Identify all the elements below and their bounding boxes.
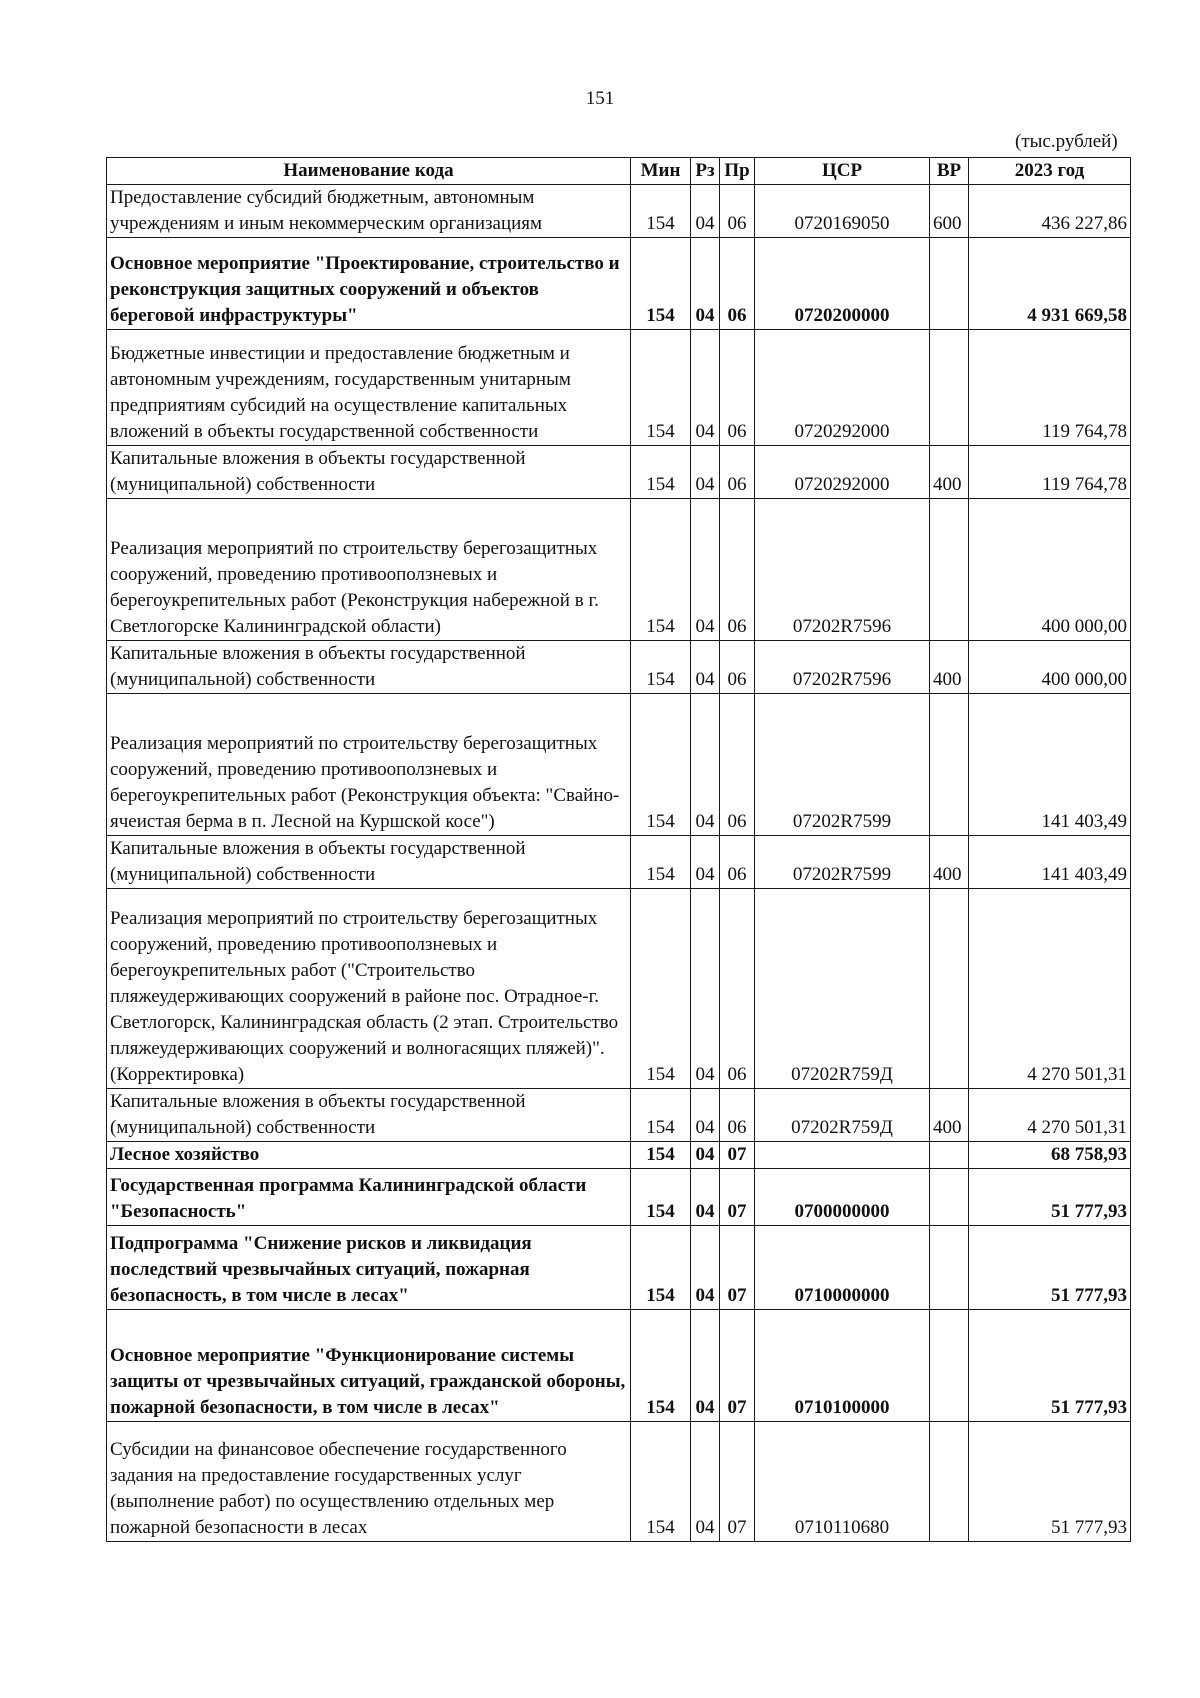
cell-amount: 141 403,49 xyxy=(969,836,1131,889)
cell-amount: 4 931 669,58 xyxy=(969,238,1131,330)
cell-rz: 04 xyxy=(691,330,720,446)
units-label: (тыс.рублей) xyxy=(1015,131,1118,152)
cell-name: Лесное хозяйство xyxy=(107,1142,631,1169)
cell-pr: 06 xyxy=(720,641,755,694)
cell-csr: 0710110680 xyxy=(755,1422,930,1542)
cell-name: Реализация мероприятий по строительству берегозащитных сооружений, проведению противооползневых и берегоукрепительных работ (Реконструкция набережной в г. Светлогорске Калининградской области) xyxy=(107,499,631,641)
cell-name: Подпрограмма "Снижение рисков и ликвидация последствий чрезвычайных ситуаций, пожарная безопасность, в том числе в лесах" xyxy=(107,1226,631,1310)
cell-rz: 04 xyxy=(691,641,720,694)
cell-pr: 06 xyxy=(720,836,755,889)
header-name: Наименование кода xyxy=(107,158,631,185)
cell-min: 154 xyxy=(631,446,691,499)
cell-csr: 0710000000 xyxy=(755,1226,930,1310)
cell-name: Реализация мероприятий по строительству берегозащитных сооружений, проведению противооползневых и берегоукрепительных работ ("Строительство пляжеудерживающих сооружений в районе пос. Отрадное-г. Светлогорск, Калининградская область (2 этап. Строительство пляжеудерживающих сооружений и волногасящих пляжей)". (Корректировка) xyxy=(107,889,631,1089)
table-row xyxy=(107,1089,1131,1142)
cell-vr xyxy=(930,238,969,330)
cell-csr: 0700000000 xyxy=(755,1169,930,1226)
cell-amount: 119 764,78 xyxy=(969,446,1131,499)
cell-name: Реализация мероприятий по строительству берегозащитных сооружений, проведению противооползневых и берегоукрепительных работ (Реконструкция объекта: "Свайно-ячеистая берма в п. Лесной на Куршской косе") xyxy=(107,694,631,836)
header-min: Мин xyxy=(631,158,691,185)
cell-vr xyxy=(930,1226,969,1310)
cell-rz: 04 xyxy=(691,1142,720,1169)
cell-rz: 04 xyxy=(691,694,720,836)
header-vr: ВР xyxy=(930,158,969,185)
table-row xyxy=(107,185,1131,238)
cell-name: Основное мероприятие "Проектирование, строительство и реконструкция защитных сооружений и объектов береговой инфраструктуры" xyxy=(107,238,631,330)
cell-csr: 07202R7596 xyxy=(755,499,930,641)
cell-vr: 400 xyxy=(930,641,969,694)
cell-csr xyxy=(755,1142,930,1169)
header-rz: Рз xyxy=(691,158,720,185)
table-row xyxy=(107,1226,1131,1310)
cell-vr xyxy=(930,330,969,446)
cell-csr: 07202R7599 xyxy=(755,836,930,889)
cell-pr: 07 xyxy=(720,1142,755,1169)
cell-name: Капитальные вложения в объекты государственной (муниципальной) собственности xyxy=(107,836,631,889)
cell-pr: 07 xyxy=(720,1422,755,1542)
table-row xyxy=(107,499,1131,641)
cell-csr: 0720200000 xyxy=(755,238,930,330)
cell-name: Бюджетные инвестиции и предоставление бюджетным и автономным учреждениям, государственным унитарным предприятиям субсидий на осуществление капитальных вложений в объекты государственной собственности xyxy=(107,330,631,446)
cell-rz: 04 xyxy=(691,185,720,238)
cell-amount: 51 777,93 xyxy=(969,1422,1131,1542)
cell-amount: 141 403,49 xyxy=(969,694,1131,836)
cell-name: Государственная программа Калининградской области "Безопасность" xyxy=(107,1169,631,1226)
table-row xyxy=(107,446,1131,499)
table-row xyxy=(107,1142,1131,1169)
cell-pr: 07 xyxy=(720,1310,755,1422)
cell-vr xyxy=(930,1169,969,1226)
cell-min: 154 xyxy=(631,889,691,1089)
cell-vr: 400 xyxy=(930,836,969,889)
cell-rz: 04 xyxy=(691,499,720,641)
cell-amount: 4 270 501,31 xyxy=(969,889,1131,1089)
table-row xyxy=(107,1422,1131,1542)
table-body xyxy=(107,185,1131,1542)
cell-amount: 400 000,00 xyxy=(969,641,1131,694)
table-row xyxy=(107,836,1131,889)
cell-min: 154 xyxy=(631,1142,691,1169)
cell-pr: 07 xyxy=(720,1226,755,1310)
cell-pr: 06 xyxy=(720,446,755,499)
cell-vr xyxy=(930,1310,969,1422)
table-row xyxy=(107,1169,1131,1226)
cell-vr: 600 xyxy=(930,185,969,238)
cell-amount: 68 758,93 xyxy=(969,1142,1131,1169)
cell-csr: 0720292000 xyxy=(755,446,930,499)
cell-min: 154 xyxy=(631,836,691,889)
cell-amount: 51 777,93 xyxy=(969,1226,1131,1310)
cell-min: 154 xyxy=(631,641,691,694)
header-csr: ЦСР xyxy=(755,158,930,185)
cell-csr: 0720292000 xyxy=(755,330,930,446)
cell-vr xyxy=(930,1142,969,1169)
page-number: 151 xyxy=(585,88,615,109)
cell-min: 154 xyxy=(631,1169,691,1226)
header-pr: Пр xyxy=(720,158,755,185)
cell-min: 154 xyxy=(631,499,691,641)
cell-min: 154 xyxy=(631,1310,691,1422)
cell-vr xyxy=(930,694,969,836)
table-row xyxy=(107,330,1131,446)
cell-vr: 400 xyxy=(930,446,969,499)
table-header-row xyxy=(107,158,1131,185)
cell-pr: 06 xyxy=(720,238,755,330)
cell-amount: 119 764,78 xyxy=(969,330,1131,446)
cell-name: Основное мероприятие "Функционирование системы защиты от чрезвычайных ситуаций, гражданской обороны, пожарной безопасности, в том числе в лесах" xyxy=(107,1310,631,1422)
cell-rz: 04 xyxy=(691,446,720,499)
cell-rz: 04 xyxy=(691,1422,720,1542)
header-amount: 2023 год xyxy=(969,158,1131,185)
cell-pr: 06 xyxy=(720,1089,755,1142)
cell-pr: 06 xyxy=(720,499,755,641)
cell-amount: 51 777,93 xyxy=(969,1310,1131,1422)
cell-rz: 04 xyxy=(691,1169,720,1226)
cell-vr xyxy=(930,1422,969,1542)
cell-vr: 400 xyxy=(930,1089,969,1142)
cell-amount: 4 270 501,31 xyxy=(969,1089,1131,1142)
cell-vr xyxy=(930,499,969,641)
cell-min: 154 xyxy=(631,185,691,238)
cell-pr: 06 xyxy=(720,694,755,836)
table-row xyxy=(107,889,1131,1089)
cell-csr: 07202R7599 xyxy=(755,694,930,836)
cell-csr: 0710100000 xyxy=(755,1310,930,1422)
cell-pr: 06 xyxy=(720,185,755,238)
cell-rz: 04 xyxy=(691,1310,720,1422)
table-row xyxy=(107,641,1131,694)
cell-name: Предоставление субсидий бюджетным, автономным учреждениям и иным некоммерческим организациям xyxy=(107,185,631,238)
cell-min: 154 xyxy=(631,694,691,836)
cell-name: Капитальные вложения в объекты государственной (муниципальной) собственности xyxy=(107,446,631,499)
cell-min: 154 xyxy=(631,1422,691,1542)
cell-pr: 07 xyxy=(720,1169,755,1226)
table-row xyxy=(107,1310,1131,1422)
cell-rz: 04 xyxy=(691,1226,720,1310)
cell-csr: 0720169050 xyxy=(755,185,930,238)
table-row xyxy=(107,238,1131,330)
cell-rz: 04 xyxy=(691,836,720,889)
cell-rz: 04 xyxy=(691,238,720,330)
cell-name: Субсидии на финансовое обеспечение государственного задания на предоставление государственных услуг (выполнение работ) по осуществлению отдельных мер пожарной безопасности в лесах xyxy=(107,1422,631,1542)
cell-csr: 07202R7596 xyxy=(755,641,930,694)
cell-rz: 04 xyxy=(691,1089,720,1142)
cell-rz: 04 xyxy=(691,889,720,1089)
cell-min: 154 xyxy=(631,1226,691,1310)
cell-csr: 07202R759Д xyxy=(755,1089,930,1142)
cell-min: 154 xyxy=(631,330,691,446)
cell-name: Капитальные вложения в объекты государственной (муниципальной) собственности xyxy=(107,1089,631,1142)
cell-pr: 06 xyxy=(720,889,755,1089)
cell-min: 154 xyxy=(631,1089,691,1142)
cell-amount: 51 777,93 xyxy=(969,1169,1131,1226)
budget-table xyxy=(106,157,1131,1542)
table-row xyxy=(107,694,1131,836)
cell-amount: 436 227,86 xyxy=(969,185,1131,238)
cell-amount: 400 000,00 xyxy=(969,499,1131,641)
cell-vr xyxy=(930,889,969,1089)
cell-csr: 07202R759Д xyxy=(755,889,930,1089)
cell-name: Капитальные вложения в объекты государственной (муниципальной) собственности xyxy=(107,641,631,694)
cell-pr: 06 xyxy=(720,330,755,446)
cell-min: 154 xyxy=(631,238,691,330)
